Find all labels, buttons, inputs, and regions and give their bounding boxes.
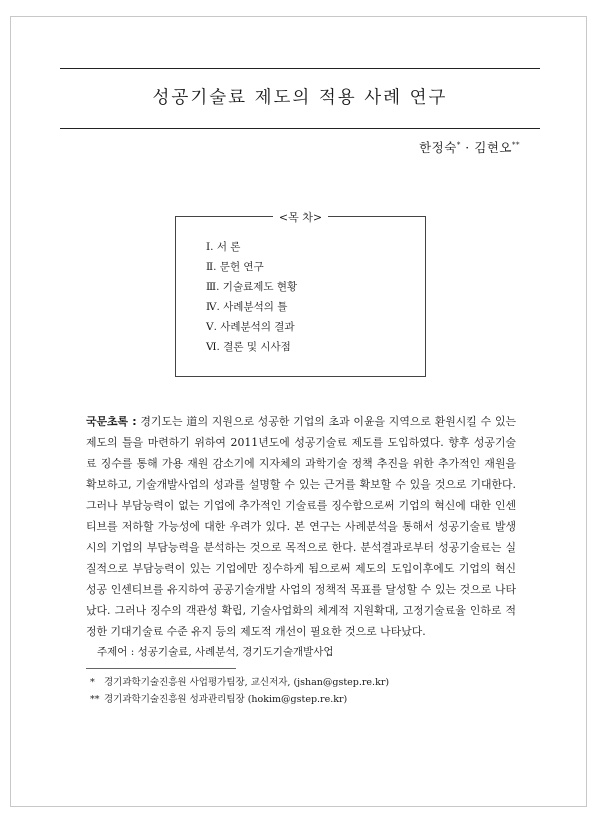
footnote-marker: ** [90, 694, 100, 705]
author-line [419, 138, 520, 156]
footnotes [90, 674, 389, 708]
toc-item: Ⅳ. 사례분석의 틀 [206, 301, 288, 313]
footnote [90, 691, 389, 708]
toc-item: Ⅵ. 결론 및 시사점 [206, 341, 291, 353]
toc-item: Ⅲ. 기술료제도 현황 [206, 281, 298, 293]
footnote-text: 경기과학기술진흥원 성과관리팀장 (hokim@gstep.re.kr) [104, 694, 348, 705]
toc-item: Ⅱ. 문헌 연구 [206, 261, 264, 273]
title-bottom-rule [60, 128, 540, 129]
abstract [86, 411, 516, 642]
author-footnote-mark: * [456, 140, 461, 149]
toc-item: Ⅴ. 사례분석의 결과 [206, 321, 295, 333]
toc-heading: <목 차> [176, 209, 425, 225]
footnote-marker: * [90, 677, 95, 688]
author-name: 김현오 [474, 140, 512, 155]
abstract-body: 경기도는 道의 지원으로 성공한 기업의 초과 이윤을 지역으로 환원시킬 수 있는 제도의 틀을 마련하기 위하여 2011년도에 성공기술료 제도를 도입하였다. 향후 성공기술료 징수를 통해 가용 재원 감소기에 지자체의 과학기술 정책 추진을 위한 추가적인 재원을 확보하고, 기술개발사업의 성과를 설명할 수 있는 근거를 확보할 수 있을 것으로 기대한다. 그러나 부담능력이 없는 기업에 추가적인 기술료를 징수함으로써 기업의 혁신에 대한 인센티브를 저하할 가능성에 대한 우려가 있다. 본 연구는 사례분석을 통해서 성공기술료 발생 시의 기업의 부담능력을 분석하는 것으로 목적으로 한다. 분석결과로부터 성공기술료는 실질적으로 부담능력이 있는 기업에만 징수하게 됨으로써 제도의 도입이후에도 기업의 혁신 성공 인센티브를 유지하여 공공기술개발 사업의 정책적 목표를 달성할 수 있는 것으로 나타났다. 그러나 징수의 객관성 확립, 기술사업화의 체계적 지원확대, 고정기술료율 인하로 적정한 기대기술료 수준 유지 등의 제도적 개선이 필요한 것으로 나타났다. [86, 415, 516, 638]
footnote [90, 674, 389, 691]
author-footnote-mark: ** [512, 140, 520, 149]
table-of-contents [175, 211, 426, 377]
keywords: 주제어 : 성공기술료, 사례분석, 경기도기술개발사업 [97, 646, 334, 658]
author-separator: · [465, 140, 470, 155]
footnote-divider [86, 668, 236, 669]
footnote-text: 경기과학기술진흥원 사업평가팀장, 교신저자, (jshan@gstep.re.kr) [104, 677, 390, 688]
paper-title: 성공기술료 제도의 적용 사례 연구 [152, 88, 448, 108]
title-top-rule [60, 68, 540, 69]
toc-item: Ⅰ. 서 론 [206, 241, 241, 253]
author-name: 한정숙 [419, 140, 457, 155]
abstract-label: 국문초록 : [86, 415, 137, 428]
toc-list [206, 237, 297, 357]
